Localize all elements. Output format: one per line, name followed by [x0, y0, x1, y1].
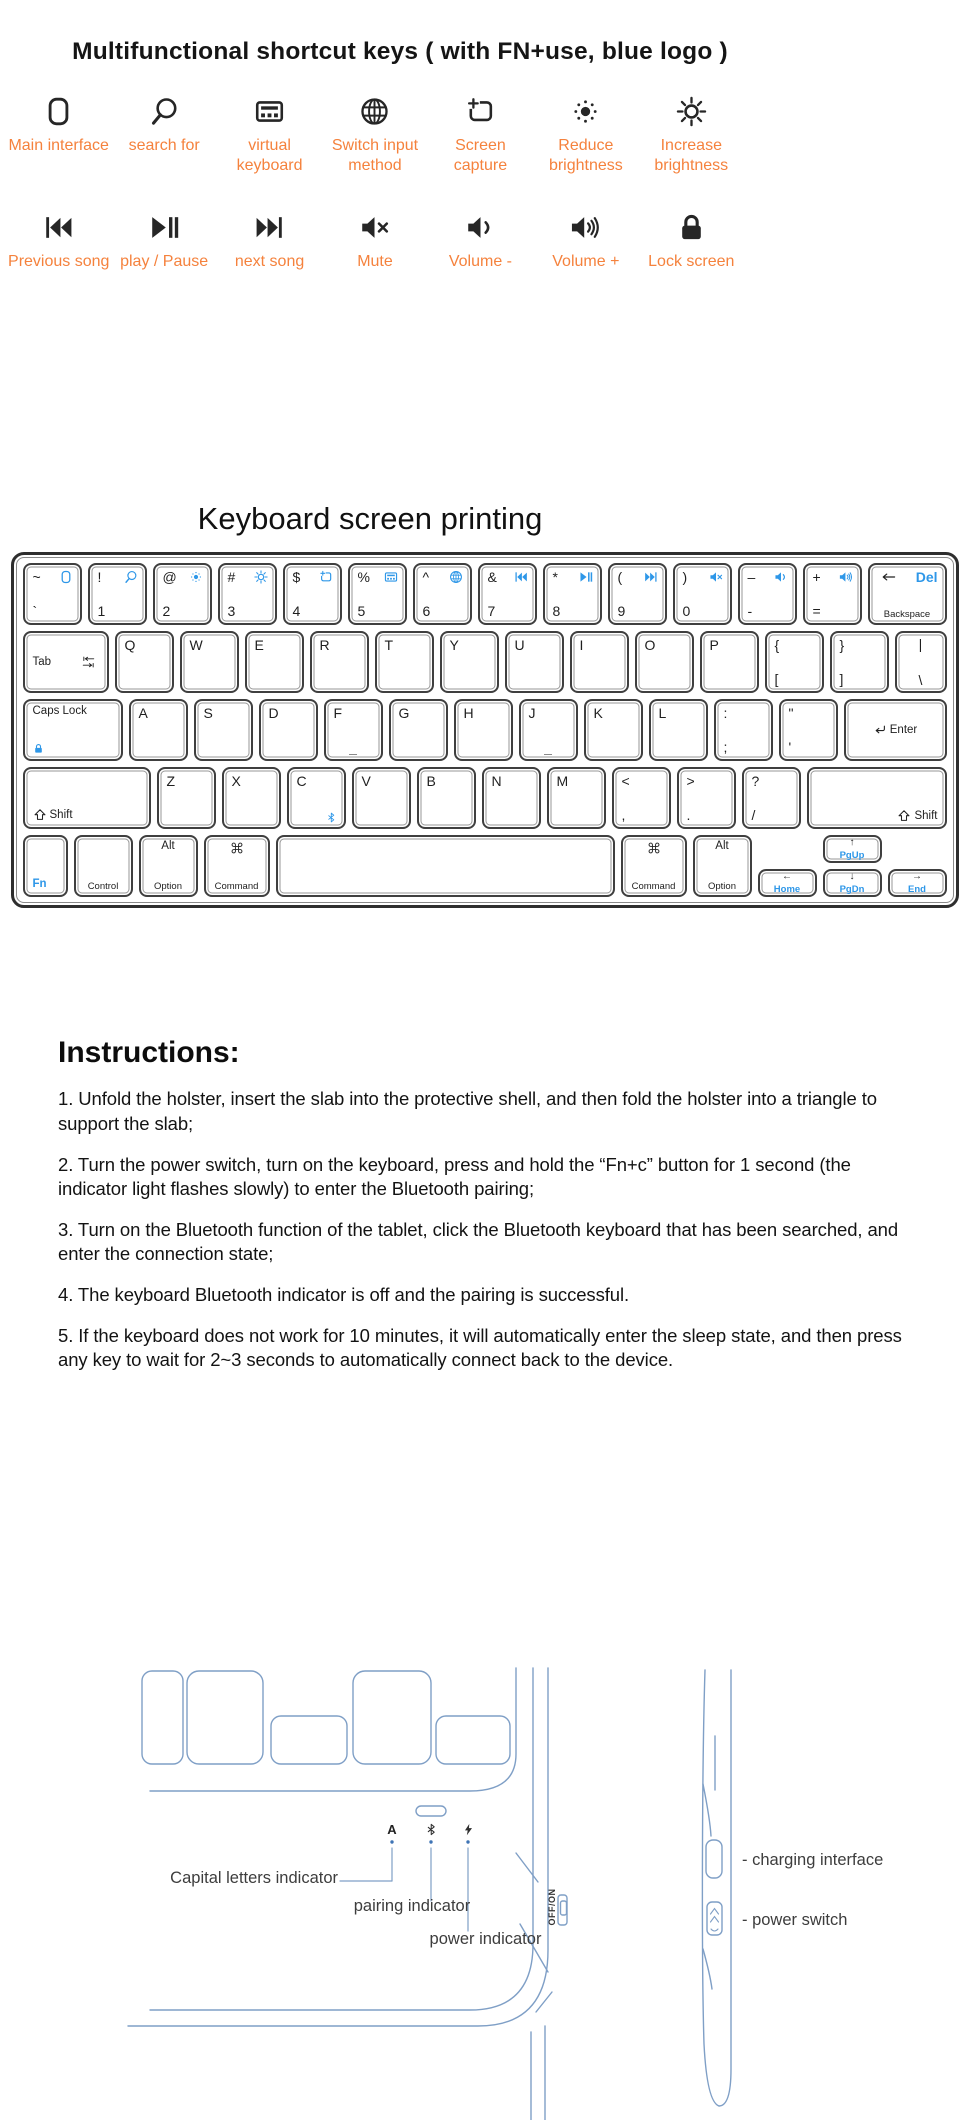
key-capslock	[23, 699, 123, 761]
key-minus	[738, 563, 797, 625]
power-indicator-icon	[462, 1823, 475, 1836]
virtual-keyboard-icon	[254, 96, 285, 127]
key-7	[478, 563, 537, 625]
key-legend: -	[747, 603, 753, 620]
key-legend: %	[357, 569, 370, 586]
charging-interface-label: - charging interface	[742, 1851, 884, 1869]
key-legend: L	[658, 705, 667, 722]
key-w	[180, 631, 239, 693]
key-legend: →	[912, 871, 922, 883]
shortcut-label: virtual keyboard	[236, 137, 303, 175]
leader-lines	[340, 1848, 468, 1931]
shortcut-label: next song	[234, 253, 305, 271]
key-rcmd	[621, 835, 687, 897]
key-legend: Del	[915, 569, 938, 586]
key-legend: <	[621, 773, 630, 790]
command-icon	[230, 841, 244, 855]
key-legend: :	[723, 705, 728, 722]
key-legend: ↓	[849, 871, 855, 883]
key-r	[310, 631, 369, 693]
keyboard-row	[23, 631, 947, 693]
key-legend: Shift	[49, 808, 73, 821]
shortcut-label: Volume -	[448, 253, 512, 271]
instruction-item: 1. Unfold the holster, insert the slab into the protective shell, and then fold the holster into a triangle to support the slab;	[58, 1088, 877, 1134]
key-legend: 9	[617, 603, 626, 620]
key-legend: 0	[682, 603, 691, 620]
caps-indicator-symbol: A	[387, 1822, 397, 1837]
volume-up-icon	[570, 212, 601, 243]
key-0	[673, 563, 732, 625]
key-legend: ~	[32, 569, 41, 586]
shortcut-search	[111, 96, 216, 176]
shortcut-label: Reduce brightness	[548, 137, 623, 175]
screen-capture-icon	[319, 570, 333, 584]
key-lalt	[139, 835, 198, 897]
shortcut-label: Previous song	[8, 253, 110, 271]
key-control	[74, 835, 133, 897]
key-j	[519, 699, 578, 761]
shift-icon	[33, 808, 47, 822]
edge-chamfer	[516, 1853, 538, 1882]
key-legend: Fn	[32, 877, 47, 890]
key-legend: Backspace	[883, 608, 931, 620]
key-legend: Z	[166, 773, 176, 790]
key-rshift	[807, 767, 947, 829]
key-legend: Home	[773, 883, 801, 895]
key-i	[570, 631, 629, 693]
key-equals	[803, 563, 862, 625]
shortcut-lock-screen	[639, 212, 744, 272]
key-legend: {	[774, 637, 780, 654]
next-song-icon	[254, 212, 285, 243]
key-lshift	[23, 767, 151, 829]
key-pgdn	[823, 869, 882, 897]
shortcut-virtual-keyboard	[217, 96, 322, 176]
key-legend: T	[384, 637, 394, 654]
pairing-indicator-label: pairing indicator	[353, 1897, 471, 1915]
key-legend: ^	[422, 569, 430, 586]
previous-song-icon	[43, 212, 74, 243]
key-fn	[23, 835, 68, 897]
key-legend: ,	[621, 807, 626, 824]
main-interface-icon	[43, 96, 74, 127]
key-legend: Shift	[914, 809, 938, 822]
key-8	[543, 563, 602, 625]
key-legend: '	[788, 739, 792, 756]
instruction-item: 4. The keyboard Bluetooth indicator is off and the pairing is successful.	[58, 1283, 629, 1305]
key-legend: I	[579, 637, 584, 654]
key-comma	[612, 767, 671, 829]
increase-brightness-icon	[254, 570, 268, 584]
key-legend: C	[296, 773, 307, 790]
key-legend: )	[682, 569, 688, 586]
instruction-item: 2. Turn the power switch, turn on the keyboard, press and hold the “Fn+c” button for 1 second (the indicator light flashes slowly) to enter the Bluetooth pairing;	[58, 1153, 851, 1199]
key-legend: B	[426, 773, 436, 790]
mute-icon	[359, 212, 390, 243]
reduce-brightness-icon	[570, 96, 601, 127]
key-legend: @	[162, 569, 177, 586]
key-legend: 6	[422, 603, 431, 620]
screen-capture-icon	[465, 96, 496, 127]
key-t	[375, 631, 434, 693]
key-legend: S	[203, 705, 213, 722]
key-legend: H	[463, 705, 474, 722]
key-legend: D	[268, 705, 279, 722]
key-legend: V	[361, 773, 371, 790]
key-legend: F	[333, 705, 343, 722]
off-on-label: OFF/ON	[547, 1888, 557, 1926]
key-legend: 3	[227, 603, 236, 620]
key-q	[115, 631, 174, 693]
key-legend: J	[528, 705, 536, 722]
key-f	[324, 699, 383, 761]
shortcut-mute	[322, 212, 427, 272]
shortcut-label: Screen capture	[453, 137, 508, 175]
command-icon	[647, 841, 661, 855]
shift-icon	[897, 809, 911, 823]
key-legend: R	[319, 637, 330, 654]
volume-down-icon	[774, 570, 788, 584]
switch-input-icon	[449, 570, 463, 584]
key-a	[129, 699, 188, 761]
bluetooth-icon	[326, 812, 337, 823]
key-legend: $	[292, 569, 301, 586]
key-lcmd	[204, 835, 270, 897]
shortcut-main-interface	[6, 96, 111, 176]
key-legend: *	[552, 569, 558, 586]
keyboard-diagram	[11, 552, 959, 908]
shortcut-switch-input	[322, 96, 427, 176]
enter-arrow-icon	[873, 723, 887, 737]
pairing-indicator-icon	[425, 1823, 438, 1836]
key-p	[700, 631, 759, 693]
shortcut-label: play / Pause	[120, 253, 209, 271]
key-u	[505, 631, 564, 693]
indicator-dots	[390, 1840, 469, 1843]
key-3	[218, 563, 277, 625]
key-legend: E	[254, 637, 264, 654]
backspace-arrow-icon	[878, 570, 899, 584]
key-rbracket	[830, 631, 889, 693]
volume-up-icon	[839, 570, 853, 584]
face-edge	[150, 1668, 516, 1791]
key-pgup	[823, 835, 882, 863]
key-legend: !	[97, 569, 102, 586]
shortcut-next-song	[217, 212, 322, 272]
key-2	[153, 563, 212, 625]
key-legend: Option	[154, 880, 182, 892]
shortcut-label: Volume +	[552, 253, 620, 271]
key-period	[677, 767, 736, 829]
key-home	[758, 869, 817, 897]
key-stack	[823, 835, 882, 897]
key-legend: 1	[97, 603, 106, 620]
power-indicator-label: power indicator	[429, 1930, 542, 1948]
key-legend: Enter	[889, 723, 918, 736]
key-legend: ↑	[849, 837, 855, 849]
case-edge-outer	[128, 1668, 548, 2026]
search-icon	[149, 96, 180, 127]
play-pause-icon	[579, 570, 593, 584]
key-space	[276, 835, 615, 897]
key-6	[413, 563, 472, 625]
key-legend: N	[491, 773, 502, 790]
caps-indicator-label: Capital letters indicator	[170, 1869, 338, 1887]
key-legend: "	[788, 705, 794, 722]
tab-arrows-icon	[78, 655, 99, 669]
key-legend: Alt	[715, 840, 729, 853]
lock-icon	[33, 743, 44, 754]
key-d	[259, 699, 318, 761]
key-legend: Y	[449, 637, 459, 654]
play-pause-icon	[149, 212, 180, 243]
product-instruction-page	[0, 38, 969, 2120]
key-y	[440, 631, 499, 693]
instructions-heading: Instructions:	[58, 1036, 240, 1070]
key-legend: 5	[357, 603, 366, 620]
key-legend: Command	[214, 880, 259, 892]
key-4	[283, 563, 342, 625]
key-legend: >	[686, 773, 695, 790]
key-legend: W	[189, 637, 203, 654]
key-legend: Alt	[161, 840, 175, 853]
shortcut-label: Switch input method	[331, 137, 419, 175]
key-v	[352, 767, 411, 829]
key-9	[608, 563, 667, 625]
shortcut-grid	[6, 96, 744, 272]
bottom-strip	[531, 2026, 545, 2120]
instruction-item: 3. Turn on the Bluetooth function of the tablet, click the Bluetooth keyboard that has been searched, and enter the connection state;	[58, 1218, 899, 1264]
key-z	[157, 767, 216, 829]
side-view	[702, 1670, 731, 2106]
shortcut-volume-down	[428, 212, 533, 272]
key-s	[194, 699, 253, 761]
key-h	[454, 699, 513, 761]
shortcut-reduce-brightness	[533, 96, 638, 176]
increase-brightness-icon	[676, 96, 707, 127]
keyboard-row	[23, 835, 947, 897]
key-end	[888, 869, 947, 897]
key-tab	[23, 631, 109, 693]
key-k	[584, 699, 643, 761]
switch-bump	[558, 1895, 567, 1925]
key-semicolon	[714, 699, 773, 761]
next-song-icon	[644, 570, 658, 584]
key-legend: 8	[552, 603, 561, 620]
key-c	[287, 767, 346, 829]
shortcut-label: Main interface	[8, 137, 109, 154]
virtual-keyboard-icon	[384, 570, 398, 584]
case-edge-inner	[150, 1668, 533, 2010]
indicator-window	[416, 1806, 446, 1816]
page-title: Multifunctional shortcut keys ( with FN+use, blue logo )	[72, 38, 728, 65]
instruction-item: 5. If the keyboard does not work for 10 minutes, it will automatically enter the sleep state, and then press any key to wait for 2~3 seconds to automatically connect back to the device.	[58, 1324, 902, 1370]
key-x	[222, 767, 281, 829]
lock-screen-icon	[676, 212, 707, 243]
key-legend: –	[747, 569, 756, 586]
key-legend: 4	[292, 603, 301, 620]
key-slash	[742, 767, 801, 829]
key-backquote	[23, 563, 82, 625]
key-g	[389, 699, 448, 761]
switch-input-icon	[359, 96, 390, 127]
key-legend: _	[544, 740, 552, 757]
key-legend: X	[231, 773, 241, 790]
key-b	[417, 767, 476, 829]
key-n	[482, 767, 541, 829]
key-legend: =	[812, 603, 821, 620]
key-legend: U	[514, 637, 525, 654]
shortcut-label: search for	[128, 137, 200, 154]
key-legend: O	[644, 637, 656, 654]
key-legend: [	[774, 671, 779, 688]
shortcut-volume-up	[533, 212, 638, 272]
key-o	[635, 631, 694, 693]
previous-song-icon	[514, 570, 528, 584]
key-legend: 2	[162, 603, 171, 620]
shortcut-previous-song	[6, 212, 111, 272]
volume-down-icon	[465, 212, 496, 243]
key-quote	[779, 699, 838, 761]
reduce-brightness-icon	[189, 570, 203, 584]
key-legend: _	[349, 740, 357, 757]
shortcut-label: Lock screen	[648, 253, 735, 271]
key-legend: ]	[839, 671, 844, 688]
indicator-diagram	[0, 1614, 969, 2120]
keyboard-row	[23, 563, 947, 625]
key-legend: Command	[631, 880, 676, 892]
key-legend: Tab	[32, 655, 52, 668]
key-outlines	[142, 1671, 510, 1764]
key-legend: ;	[723, 739, 728, 756]
power-switch-label: - power switch	[742, 1911, 848, 1929]
key-legend: &	[487, 569, 497, 586]
key-lbracket	[765, 631, 824, 693]
main-interface-icon	[59, 570, 73, 584]
key-m	[547, 767, 606, 829]
instructions-section	[58, 1036, 909, 1371]
key-legend: K	[593, 705, 603, 722]
key-legend: }	[839, 637, 845, 654]
key-legend: PgDn	[839, 883, 865, 895]
key-ralt	[693, 835, 752, 897]
keyboard-row	[23, 767, 947, 829]
search-icon	[124, 570, 138, 584]
keyboard-heading: Keyboard screen printing	[197, 501, 543, 537]
key-enter	[844, 699, 947, 761]
key-legend: ←	[782, 871, 792, 883]
key-legend: Q	[124, 637, 136, 654]
key-legend: A	[138, 705, 148, 722]
key-legend: `	[32, 603, 38, 620]
key-5	[348, 563, 407, 625]
key-legend: .	[686, 807, 691, 824]
key-legend: PgUp	[839, 849, 865, 861]
key-legend: \	[918, 672, 923, 689]
mute-icon	[709, 570, 723, 584]
key-legend: |	[918, 636, 923, 653]
key-legend: Control	[87, 880, 119, 892]
shortcut-label: Increase brightness	[654, 137, 729, 175]
key-legend: M	[556, 773, 569, 790]
key-legend: End	[908, 883, 926, 895]
key-legend: Caps Lock	[32, 705, 87, 718]
keyboard-row	[23, 699, 947, 761]
key-legend: 7	[487, 603, 496, 620]
key-legend: P	[709, 637, 719, 654]
shortcut-play-pause	[111, 212, 216, 272]
key-legend: /	[751, 807, 756, 824]
shortcut-screen-capture	[428, 96, 533, 176]
key-legend: +	[812, 569, 821, 586]
key-legend: (	[617, 569, 623, 586]
key-1	[88, 563, 147, 625]
key-backspace	[868, 563, 947, 625]
key-l	[649, 699, 708, 761]
key-legend: Option	[708, 880, 736, 892]
switch-bump-inner	[561, 1901, 567, 1915]
key-legend: ?	[751, 773, 760, 790]
key-legend: #	[227, 569, 236, 586]
shortcut-label: Mute	[357, 253, 393, 271]
key-e	[245, 631, 304, 693]
key-legend: G	[398, 705, 410, 722]
shortcut-increase-brightness	[639, 96, 744, 176]
key-backslash	[895, 631, 947, 693]
